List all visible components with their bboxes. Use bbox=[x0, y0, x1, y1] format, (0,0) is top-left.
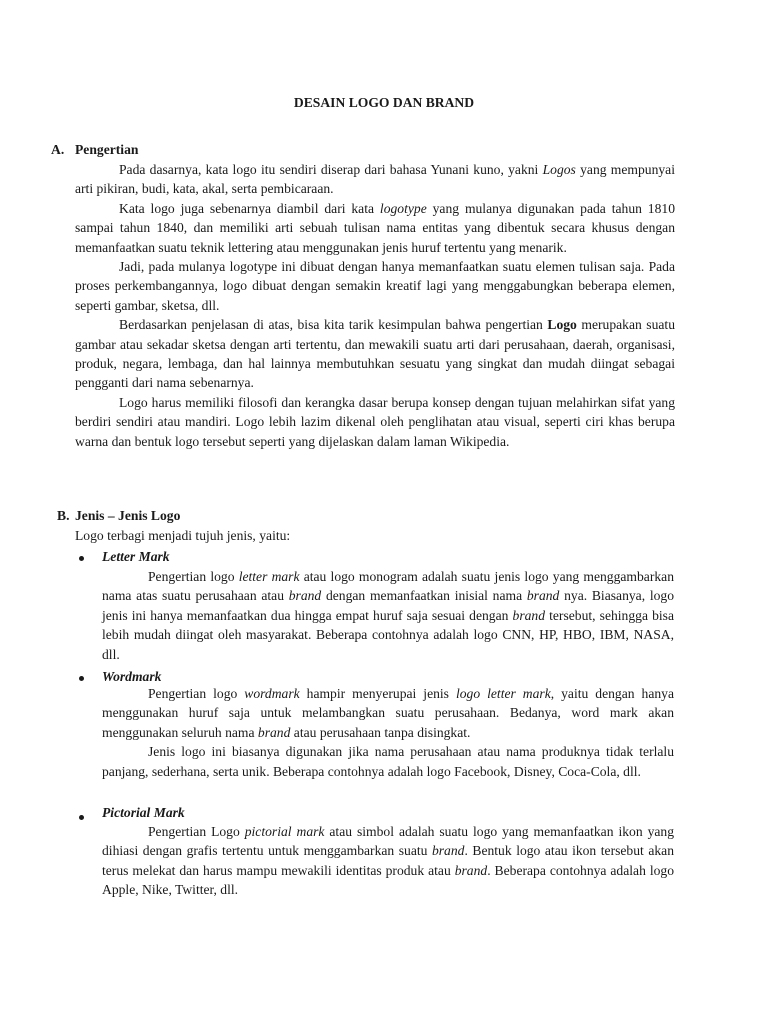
paragraph-a2-text-end: yang mulanya digunakan pada tahun 1810 sampai tahun 1840, dan memiliki arti sebuah tulisan nama entitas yang dibentuk secara khusus dengan memanfaatkan suatu teknik lettering atau menggunakan jenis huruf tertentu yang menarik. bbox=[75, 200, 675, 255]
wm-text-1: Pengertian logo bbox=[148, 686, 245, 701]
lm-italic-3: brand bbox=[526, 588, 560, 604]
paragraph-a2-italic: logotype bbox=[379, 200, 427, 216]
wordmark-paragraph-1 bbox=[102, 684, 674, 742]
lm-text-2: atau logo monogram adalah suatu jenis logo yang menggambarkan nama atas suatu perusahaan atau bbox=[102, 569, 674, 604]
paragraph-a1-italic: Logos bbox=[542, 162, 576, 177]
paragraph-a3: Jadi, pada mulanya logotype ini dibuat dengan hanya memanfaatkan suatu elemen tulisan saja. Pada proses perkembangannya, logo dibuat dengan semakin kreatif lagi yang menggabungkan beberapa elemen, seperti gambar, sketsa, dll. bbox=[75, 259, 675, 313]
wordmark-body bbox=[102, 684, 674, 781]
section-b-marker: B. bbox=[57, 508, 70, 523]
lm-italic-2: brand bbox=[288, 588, 322, 604]
paragraph-a4-text: Berdasarkan penjelasan di atas, bisa kita tarik kesimpulan bahwa pengertian bbox=[119, 317, 548, 333]
wm-text-4: atau perusahaan tanpa disingkat. bbox=[290, 724, 471, 740]
section-b-intro: Logo terbagi menjadi tujuh jenis, yaitu: bbox=[75, 528, 291, 543]
paragraph-a4-bold: Logo bbox=[547, 317, 577, 333]
lm-italic-4: brand bbox=[512, 607, 546, 623]
wordmark-heading: Wordmark bbox=[102, 669, 162, 684]
wm-italic-1: wordmark bbox=[244, 686, 300, 701]
wm-italic-3: brand bbox=[257, 724, 291, 740]
bullet-icon bbox=[79, 676, 84, 681]
pm-text-1: Pengertian Logo bbox=[148, 824, 245, 839]
letter-mark-heading: Letter Mark bbox=[102, 549, 170, 564]
section-a-heading bbox=[51, 142, 138, 158]
paragraph-a4-text-end: merupakan suatu gambar atau sekadar sketsa dengan arti tertentu, dan mewakili suatu arti dari perusahaan, daerah, organisasi, produk, negara, lembaga, dan hal lainnya membutuhkan sesuatu yang singkat dan mudah diingat sebagai pengganti dari nama sebenarnya. bbox=[75, 317, 675, 391]
bullet-icon bbox=[79, 815, 84, 820]
pm-text-2: atau simbol adalah suatu logo yang memanfaatkan ikon yang dihiasi dengan grafis tertentu untuk menggambarkan suatu bbox=[102, 824, 674, 859]
section-b-heading bbox=[57, 508, 180, 524]
lm-text-5: tersebut, sehingga bisa lebih mudah diingat oleh masyarakat. Beberapa contohnya adalah logo CNN, HP, HBO, IBM, NASA, dll. bbox=[102, 607, 674, 662]
lm-italic-1: letter mark bbox=[238, 569, 300, 584]
wm-text-3: , yaitu dengan hanya menggunakan huruf saja untuk melambangkan suatu perusahaan. Bedanya, word mark akan menggunakan seluruh nama bbox=[102, 686, 674, 740]
pm-italic-3: brand bbox=[454, 862, 488, 878]
wm-text-2: hampir menyerupai jenis bbox=[299, 686, 456, 701]
paragraph-a2-text: Kata logo juga sebenarnya diambil dari kata bbox=[119, 200, 380, 216]
paragraph-a4 bbox=[75, 315, 675, 393]
paragraph-a2 bbox=[75, 199, 675, 257]
lm-text-3: dengan memanfaatkan inisial nama bbox=[321, 588, 527, 604]
paragraph-a5: Logo harus memiliki filosofi dan kerangka dasar berupa konsep dengan tujuan melahirkan sifat yang berdiri sendiri atau mandiri. Logo lebih lazim dikenal oleh penglihatan atau visual, seperti ciri khas berupa warna dan bentuk logo tersebut seperti yang dijelaskan dalam laman Wikipedia. bbox=[75, 394, 675, 449]
bullet-icon bbox=[79, 556, 84, 561]
pm-text-3: . Bentuk logo atau ikon tersebut akan terus melekat dan harus mampu mewakili identitas produk atau bbox=[102, 843, 674, 878]
paragraph-a1-text: Pada dasarnya, kata logo itu sendiri diserap dari bahasa Yunani kuno, yakni bbox=[119, 162, 543, 177]
pm-text-4: . Beberapa contohnya adalah logo Apple, Nike, Twitter, dll. bbox=[102, 862, 674, 898]
wordmark-paragraph-2: Jenis logo ini biasanya digunakan jika nama perusahaan atau nama produknya tidak terlalu panjang, sederhana, serta unik. Beberapa contohnya adalah logo Facebook, Disney, Coca-Cola, dll. bbox=[102, 744, 674, 779]
paragraph-a1 bbox=[75, 160, 675, 199]
pm-italic-1: pictorial mark bbox=[244, 824, 325, 839]
pictorial-mark-body bbox=[102, 822, 674, 900]
document-title: DESAIN LOGO DAN BRAND bbox=[293, 95, 475, 110]
section-a-body bbox=[75, 160, 675, 451]
letter-mark-paragraph bbox=[102, 567, 674, 664]
section-b-title: Jenis – Jenis Logo bbox=[75, 508, 181, 523]
letter-mark-body bbox=[102, 567, 674, 664]
section-a-title: Pengertian bbox=[75, 142, 139, 157]
section-a-marker: A. bbox=[51, 142, 65, 157]
wm-italic-2: logo letter mark bbox=[455, 686, 551, 701]
paragraph-a1-text-end: yang mempunyai arti pikiran, budi, kata, akal, serta pembicaraan. bbox=[75, 162, 675, 197]
pictorial-mark-heading: Pictorial Mark bbox=[102, 805, 185, 820]
pm-italic-2: brand bbox=[431, 843, 465, 859]
pictorial-mark-paragraph bbox=[102, 822, 674, 900]
lm-text-4: nya. Biasanya, logo jenis ini hanya memanfaatkan dua hingga empat huruf saja sesuai dengan bbox=[102, 588, 674, 623]
lm-text-1: Pengertian logo bbox=[148, 569, 239, 584]
